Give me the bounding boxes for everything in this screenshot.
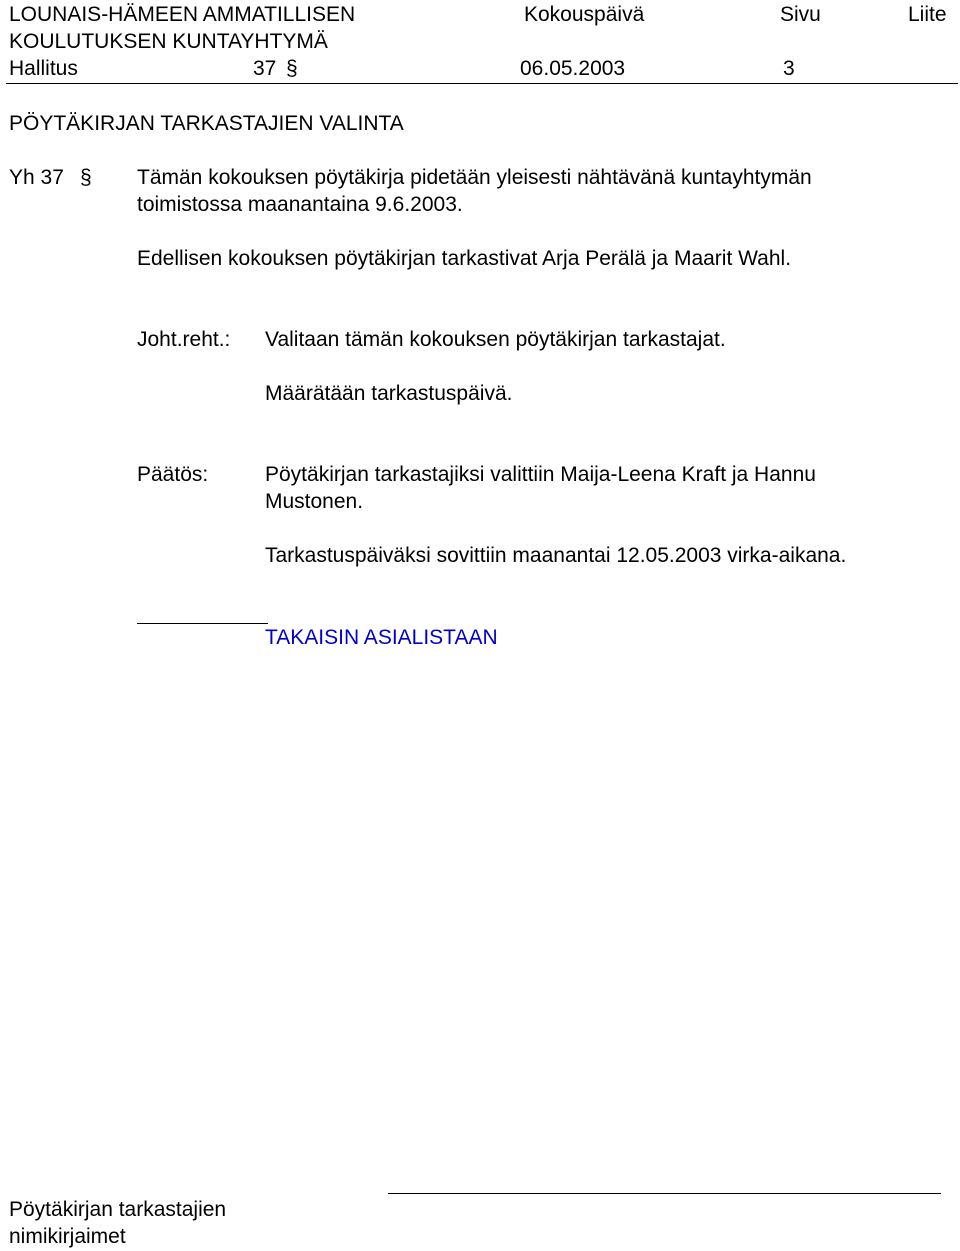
intro-text-line1: Tämän kokouksen pöytäkirja pidetään yleisesti nähtävänä kuntayhtymän: [137, 166, 812, 189]
header-section-symbol: §: [286, 57, 298, 80]
decision-text-line2: Mustonen.: [265, 490, 364, 513]
header-divider: [6, 83, 958, 84]
intro-text-line2: toimistossa maanantaina 9.6.2003.: [137, 193, 463, 216]
previous-inspectors-text: Edellisen kokouksen pöytäkirjan tarkastivat Arja Perälä ja Maarit Wahl.: [137, 247, 792, 270]
header-page-number: 3: [783, 57, 795, 80]
proposal-text-line1: Valitaan tämän kokouksen pöytäkirjan tarkastajat.: [265, 328, 726, 351]
organization-name-line1: LOUNAIS-HÄMEEN AMMATILLISEN: [9, 3, 356, 26]
header-meeting-date: 06.05.2003: [520, 57, 626, 80]
organization-name-line2: KOULUTUKSEN KUNTAYHTYMÄ: [9, 30, 328, 53]
footer-initials-label-line1: Pöytäkirjan tarkastajien: [9, 1198, 227, 1221]
footer-initials-label-line2: nimikirjaimet: [9, 1225, 126, 1248]
attachment-label: Liite: [908, 3, 947, 26]
proposal-text-line2: Määrätään tarkastuspäivä.: [265, 382, 513, 405]
footer-divider: [388, 1193, 941, 1194]
section-reference: Yh 37: [9, 166, 64, 189]
short-divider: [137, 623, 268, 624]
decision-text-line3: Tarkastuspäiväksi sovittiin maanantai 12.05.2003 virka-aikana.: [265, 544, 847, 567]
proposal-label: Joht.reht.:: [137, 328, 231, 351]
decision-label: Päätös:: [137, 463, 209, 486]
page-label: Sivu: [780, 3, 821, 26]
meeting-date-label: Kokouspäivä: [524, 3, 645, 26]
header-section-number: 37: [253, 57, 277, 80]
section-title: PÖYTÄKIRJAN TARKASTAJIEN VALINTA: [9, 112, 404, 135]
back-to-agenda-link[interactable]: TAKAISIN ASIALISTAAN: [265, 626, 498, 649]
section-reference-symbol: §: [80, 166, 92, 189]
decision-text-line1: Pöytäkirjan tarkastajiksi valittiin Maija-Leena Kraft ja Hannu: [265, 463, 816, 486]
body-name: Hallitus: [9, 57, 78, 80]
